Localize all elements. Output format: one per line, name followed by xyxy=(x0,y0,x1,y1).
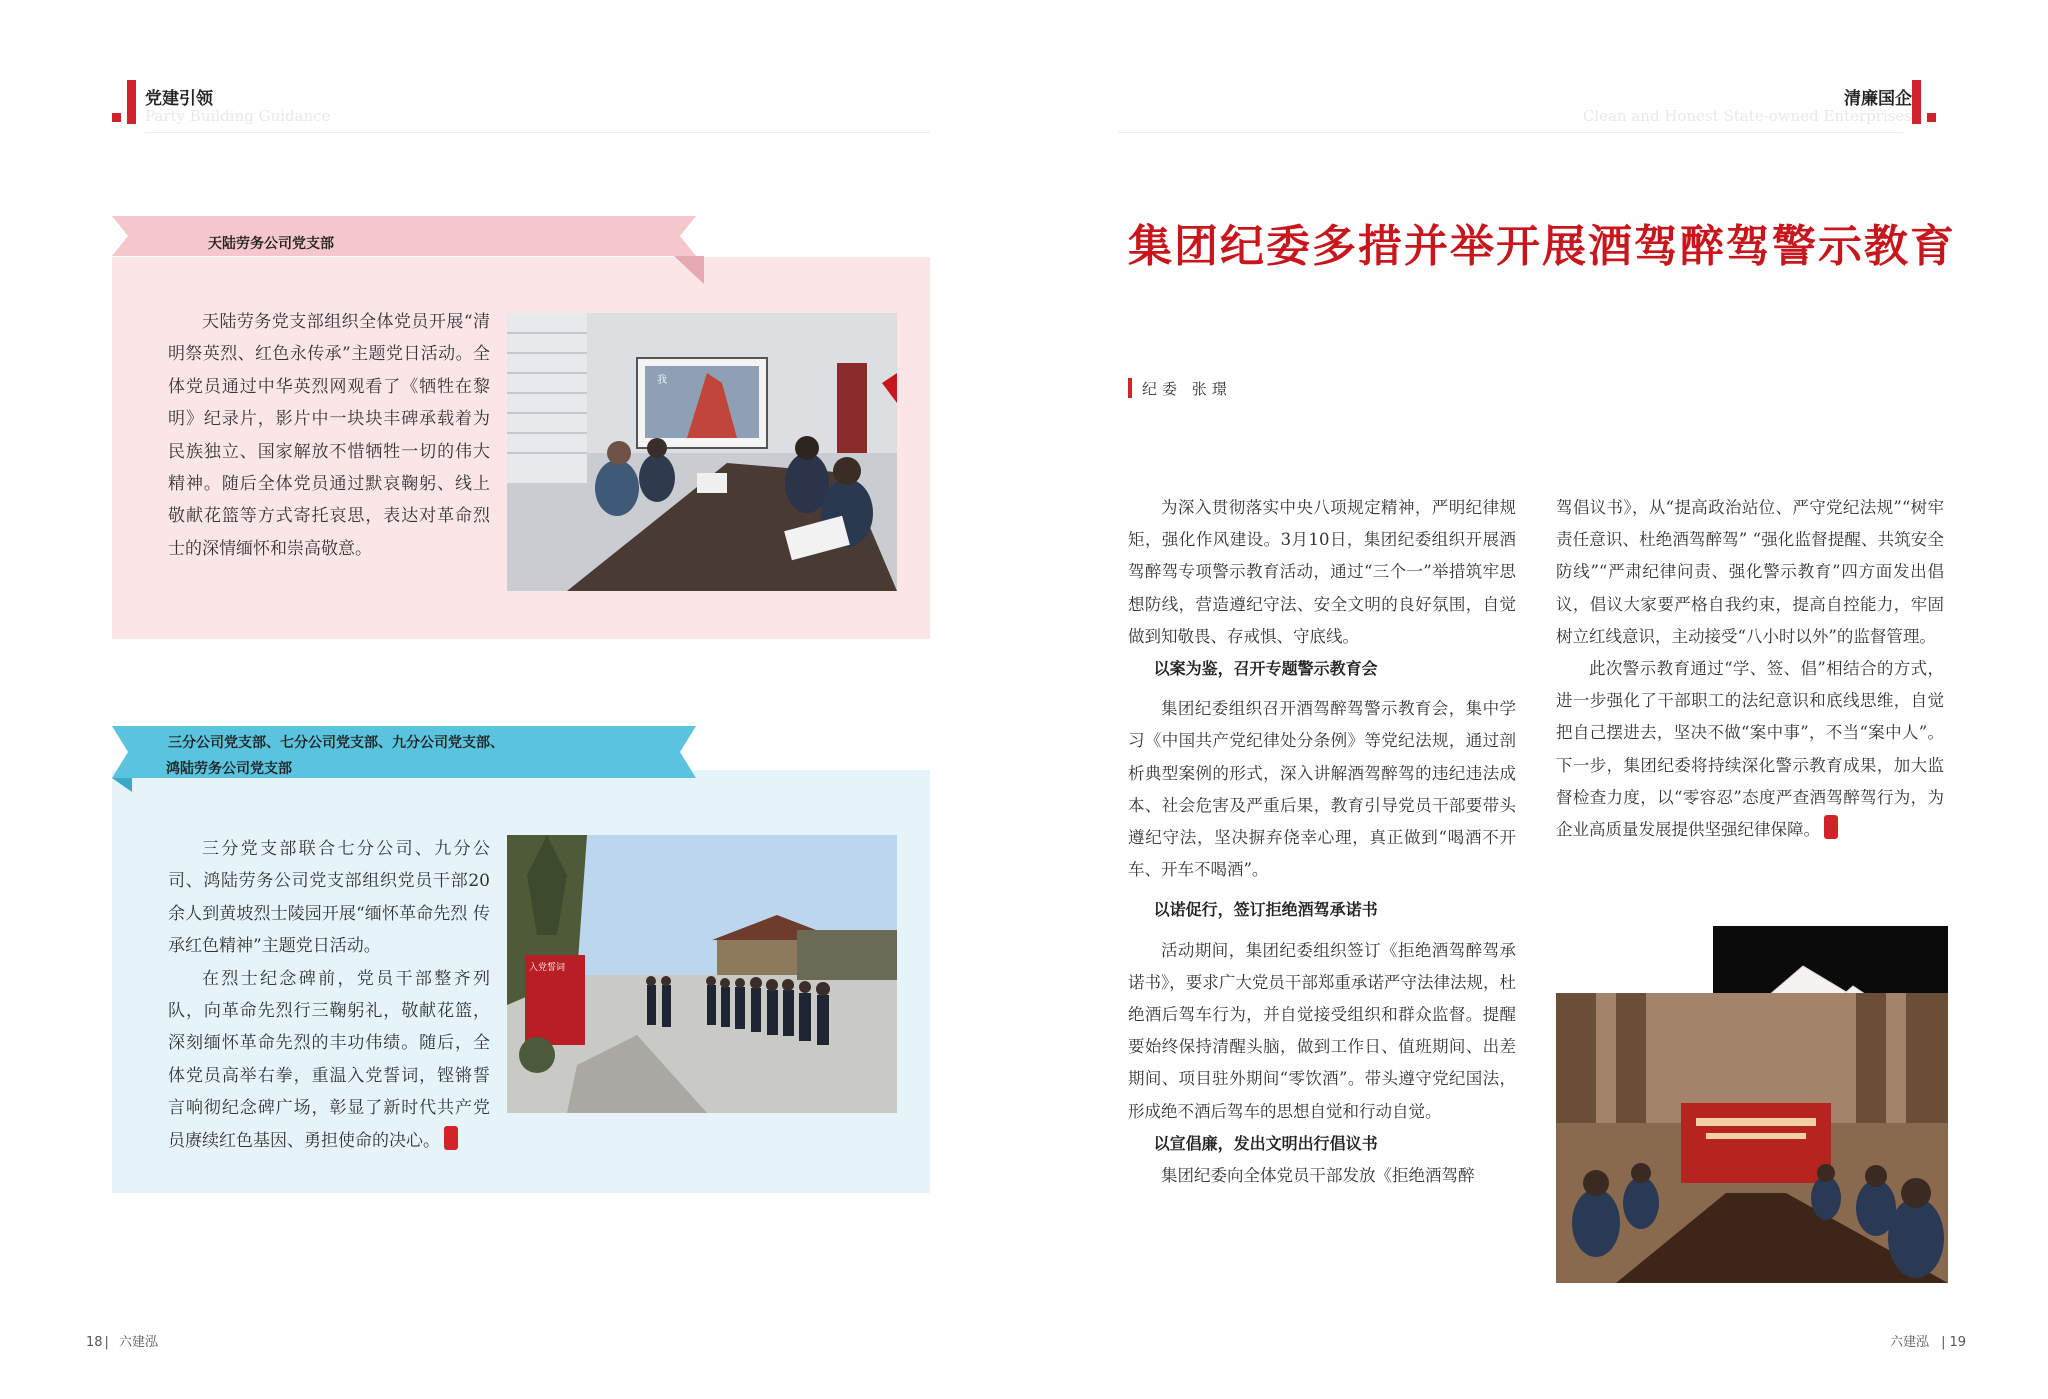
article-column-2 xyxy=(1556,492,1944,846)
right-header-rule xyxy=(1118,132,1903,133)
section2-photo xyxy=(507,835,897,1113)
section1-ribbon xyxy=(112,216,704,284)
left-header-title: 党建引领 xyxy=(145,89,213,109)
col2-paragraph-1: 驾倡议书》，从“提高政治站位、严守党纪法规”“树牢责任意识、杜绝酒驾醉驾” “强化监督提醒、共筑安全防线”“严肃纪律问责、强化警示教育”四方面发出倡议，倡议大家要严格自我约束，提高自控能力，牢固树立红线意识，主动接受“八小时以外”的监督管理。 xyxy=(1556,498,1944,646)
right-header-title: 清廉国企 xyxy=(1844,89,1912,109)
col1-paragraph-4: 集团纪委向全体党员干部发放《拒绝酒驾醉 xyxy=(1161,1166,1475,1186)
subheading-1: 以案为鉴，召开专题警示教育会 xyxy=(1153,659,1378,679)
section2-paragraph-2-text: 在烈士纪念碑前，党员干部整齐列队，向革命先烈行三鞠躬礼，敬献花篮，深刻缅怀革命先烈的丰功伟绩。随后，全体党员高举右拳，重温入党誓词，铿锵誓言响彻纪念碑广场，彰显了新时代共产党员赓续红色基因、勇担使命的决心。 xyxy=(168,968,490,1151)
footer-left-page: 18 xyxy=(86,1335,103,1350)
warning-meeting-photo xyxy=(1556,993,1948,1283)
header-mark-bar xyxy=(127,80,136,124)
section2-ribbon-line1: 三分公司党支部、七分公司党支部、九分公司党支部、 xyxy=(168,735,504,751)
seal-stamp-icon xyxy=(444,1126,458,1150)
photo-sign-caption: 入党誓词 xyxy=(529,963,566,973)
footer-left: 18 | 六建泓 xyxy=(86,1335,158,1350)
right-header-subtitle: Clean and Honest State-owned Enterprises xyxy=(1582,107,1912,125)
left-header-subtitle: Party Building Guidance xyxy=(145,107,331,125)
article-title: 集团纪委多措并举开展酒驾醉驾警示教育 xyxy=(1128,221,1956,272)
section2-paragraph-2 xyxy=(168,963,490,1157)
subheading-3: 以宣倡廉，发出文明出行倡议书 xyxy=(1153,1133,1378,1153)
col1-paragraph-1: 为深入贯彻落实中央八项规定精神，严明纪律规矩，强化作风建设。3月10日，集团纪委组织开展酒驾醉驾专项警示教育活动，通过“三个一”举措筑牢思想防线，营造遵纪守法、安全文明的良好氛围，自觉做到知敬畏、存戒惧、守底线。 xyxy=(1128,498,1516,646)
subheading-2: 以诺促行，签订拒绝酒驾承诺书 xyxy=(1153,900,1378,920)
footer-right-page: 19 xyxy=(1949,1335,1966,1350)
article-column-1 xyxy=(1128,492,1516,1192)
section1-photo xyxy=(507,313,897,591)
header-mark-square xyxy=(112,113,121,122)
col1-paragraph-3: 活动期间，集团纪委组织签订《拒绝酒驾醉驾承诺书》，要求广大党员干部郑重承诺严守法律法规，杜绝酒后驾车行为，并自觉接受组织和群众监督。提醒要始终保持清醒头脑，做到工作日、值班期间、出差期间、项目驻外期间“零饮酒”。带头遵守党纪国法，形成绝不酒后驾车的思想自觉和行动自觉。 xyxy=(1128,940,1516,1121)
section2-paragraph-1: 三分党支部联合七分公司、九分公司、鸿陆劳务公司党支部组织党员干部20余人到黄坡烈士陵园开展“缅怀革命先烈 传承红色精神”主题党日活动。 xyxy=(168,839,490,957)
col1-paragraph-2: 集团纪委组织召开酒驾醉驾警示教育会，集中学习《中国共产党纪律处分条例》等党纪法规，通过剖析典型案例的形式，深入讲解酒驾醉驾的违纪违法成本、社会危害及严重后果，教育引导党员干部要带头遵纪守法，坚决摒弃侥幸心理，真正做到“喝酒不开车、开车不喝酒”。 xyxy=(1128,699,1516,880)
header-mark-square-right xyxy=(1927,113,1936,122)
article-byline: 纪委 张璟 xyxy=(1142,380,1232,398)
footer-left-name: 六建泓 xyxy=(118,1335,158,1350)
section1-text xyxy=(168,306,490,565)
footer-right-name: 六建泓 xyxy=(1890,1335,1930,1350)
byline-bar xyxy=(1128,378,1132,398)
photo-screen-caption: 我 xyxy=(657,375,667,386)
left-header-rule xyxy=(145,132,930,133)
header-mark-bar-right xyxy=(1912,80,1921,124)
section1-ribbon-label: 天陆劳务公司党支部 xyxy=(208,236,334,252)
col2-paragraph-2-text: 此次警示教育通过“学、签、倡”相结合的方式，进一步强化了干部职工的法纪意识和底线思维，自觉把自己摆进去，坚决不做“案中事”，不当“案中人”。下一步，集团纪委将持续深化警示教育成果，加大监督检查力度，以“零容忍”态度严查酒驾醉驾行为，为企业高质量发展提供坚强纪律保障。 xyxy=(1556,659,1944,840)
section1-paragraph: 天陆劳务党支部组织全体党员开展“清明祭英烈、红色永传承”主题党日活动。全体党员通过中华英烈网观看了《牺牲在黎明》纪录片，影片中一块块丰碑承载着为民族独立、国家解放不惜牺牲一切的伟大精神。随后全体党员通过默哀鞠躬、线上敬献花篮等方式寄托哀思，表达对革命烈士的深情缅怀和崇高敬意。 xyxy=(168,312,490,559)
section2-ribbon-label xyxy=(168,730,504,782)
seal-stamp-icon xyxy=(1824,815,1838,839)
section2-text xyxy=(168,833,490,1157)
col2-paragraph-2 xyxy=(1556,653,1944,846)
footer-right: 六建泓 | 19 xyxy=(1890,1335,1966,1350)
section2-ribbon-line2: 鸿陆劳务公司党支部 xyxy=(166,761,292,777)
